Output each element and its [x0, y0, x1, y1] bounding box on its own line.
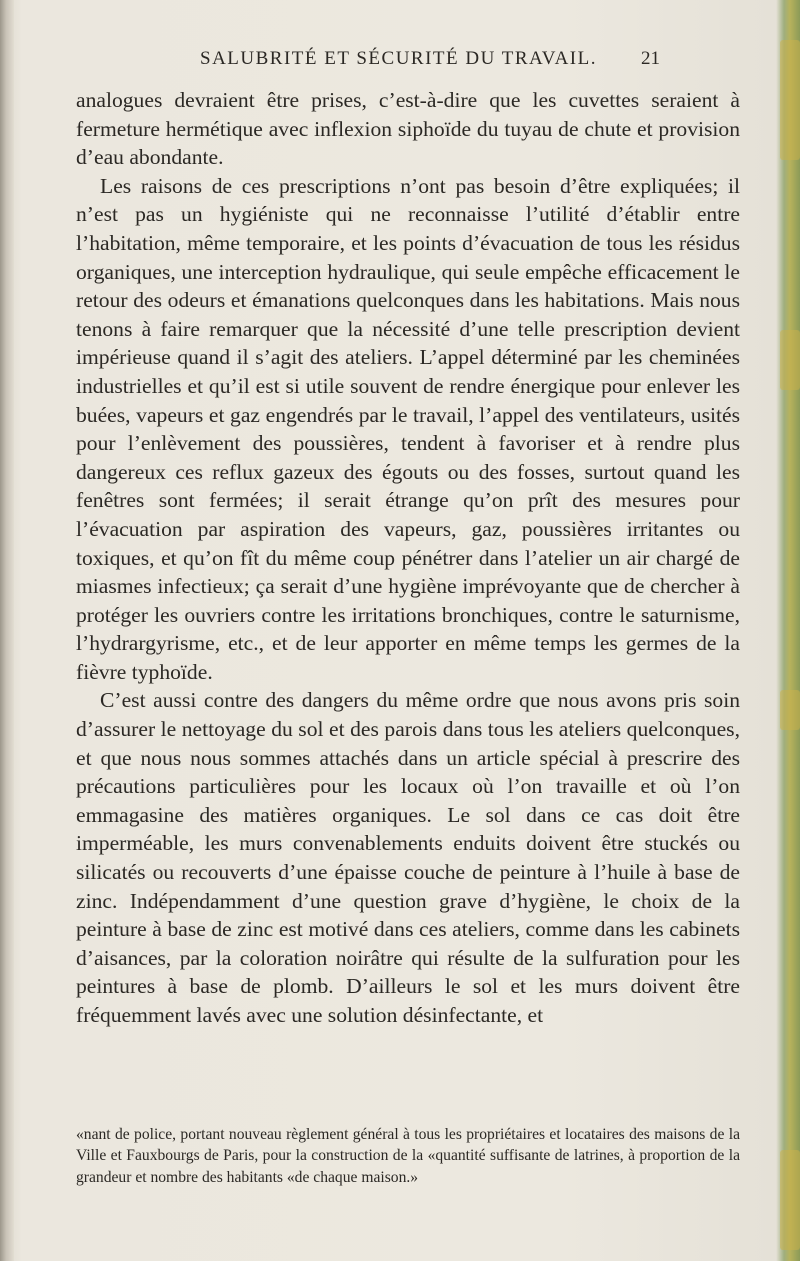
edge-stain-mark	[780, 330, 800, 390]
footnote	[76, 1124, 740, 1188]
edge-stain-mark	[780, 40, 800, 160]
page-binding-shadow	[0, 0, 14, 1261]
page-edge-stain	[776, 0, 800, 1261]
footnote-text: «nant de police, portant nouveau règlement général à tous les propriétaires et locataires des maisons de la Ville et Fauxbourgs de Paris, pour la construction de la «quantité suffisante de latrines, à proportion de la grandeur et nombre des habitants «de chaque maison.»	[76, 1126, 740, 1186]
body-text	[76, 86, 740, 1030]
paragraph: Les raisons de ces prescriptions n’ont pas besoin d’être expliquées; il n’est pas un hygiéniste qui ne reconnaisse l’utilité d’établir entre l’habitation, même temporaire, et les points d’évacuation de tous les résidus organiques, une interception hydraulique, qui seule empêche efficacement le retour des odeurs et émanations quelconques dans les habitations. Mais nous tenons à faire remarquer que la nécessité d’une telle prescription devient impérieuse quand il s’agit des ateliers. L’appel déterminé par les cheminées industrielles et qu’il est si utile souvent de rendre énergique pour enlever les buées, vapeurs et gaz engendrés par le travail, l’appel des ventilateurs, usités pour l’enlèvement des poussières, tendent à favoriser et à rendre plus dangereux ces reflux gazeux des égouts ou des fosses, surtout quand les fenêtres sont fermées; il serait étrange qu’on prît des mesures pour l’évacuation par aspiration des vapeurs, gaz, poussières irritantes ou toxiques, et qu’on fît du même coup pénétrer dans l’atelier un air chargé de miasmes infectieux; ça serait d’une hygiène imprévoyante que de chercher à protéger les ouvriers contre les irritations bronchiques, contre le saturnisme, l’hydrargyrisme, etc., et de leur apporter en même temps les germes de la fièvre typhoïde.	[76, 173, 740, 684]
edge-stain-mark	[780, 1150, 800, 1250]
page-number: 21	[641, 48, 660, 69]
paragraph: analogues devraient être prises, c’est-à-dire que les cuvettes seraient à fermeture hermétique avec inflexion siphoïde du tuyau de chute et provision d’eau abondante.	[76, 88, 740, 170]
paragraph: C’est aussi contre des dangers du même ordre que nous avons pris soin d’assurer le nettoyage du sol et des parois dans tous les ateliers quelconques, et que nous nous sommes attachés dans un article spécial à prescrire des précautions particulières pour les locaux où l’on travaille et où l’on emmagasine des matières organiques. Le sol dans ce cas doit être imperméable, les murs convenablements enduits doivent être stuckés ou silicatés ou recouverts d’une épaisse couche de peinture à l’huile à base de zinc. Indépendamment d’une question grave d’hygiène, le choix de la peinture à base de zinc est motivé dans ces ateliers, comme dans les cabinets d’aisances, par la coloration noirâtre qui résulte de la sulfuration pour les peintures à base de plomb. D’ailleurs le sol et les murs doivent être fréquemment lavés avec une solution désinfectante, et	[76, 688, 740, 1027]
page-header	[140, 48, 660, 78]
running-title: SALUBRITÉ ET SÉCURITÉ DU TRAVAIL.	[200, 48, 597, 69]
edge-stain-mark	[780, 690, 800, 730]
